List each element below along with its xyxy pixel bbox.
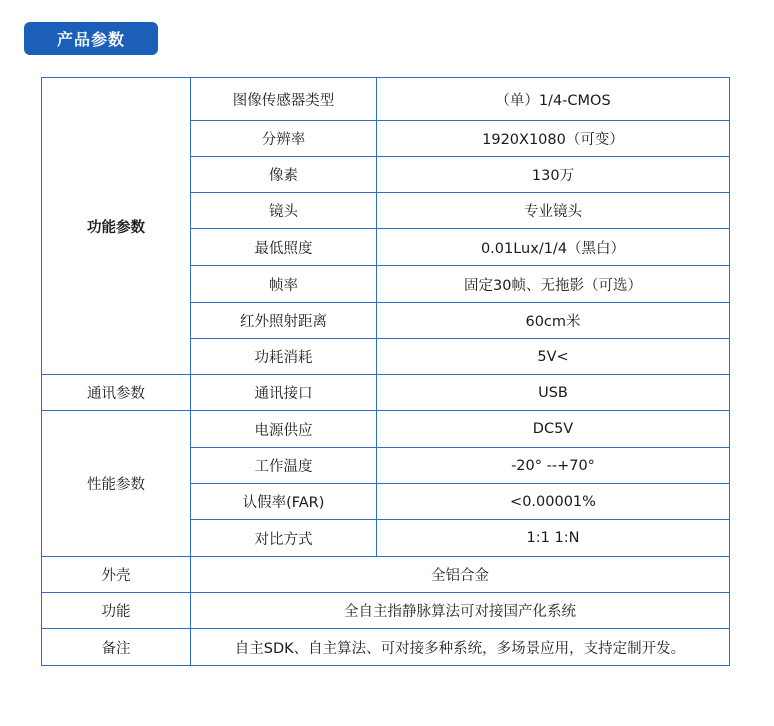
row-label: 图像传感器类型	[191, 78, 377, 121]
row-value: 固定30帧、无拖影（可选）	[377, 266, 730, 303]
row-value: 0.01Lux/1/4（黑白）	[377, 229, 730, 266]
group-label-shell: 外壳	[42, 557, 191, 593]
row-value: DC5V	[377, 411, 730, 448]
row-value: 130万	[377, 157, 730, 193]
group-label-remark: 备注	[42, 629, 191, 666]
remark-value: 自主SDK、自主算法、可对接多种系统，多场景应用，支持定制开发。	[191, 629, 730, 666]
table-row	[42, 375, 730, 411]
section-title: 产品参数	[56, 30, 125, 49]
row-label: 分辨率	[191, 121, 377, 157]
row-label: 镜头	[191, 193, 377, 229]
group-label-function: 功能参数	[42, 78, 191, 375]
row-label: 通讯接口	[191, 375, 377, 411]
row-value: -20° --+70°	[377, 448, 730, 484]
row-label: 认假率(FAR)	[191, 484, 377, 520]
row-label: 电源供应	[191, 411, 377, 448]
row-label: 功耗消耗	[191, 339, 377, 375]
row-value: 1920X1080（可变）	[377, 121, 730, 157]
row-label: 对比方式	[191, 520, 377, 557]
table-row	[42, 557, 730, 593]
row-label: 红外照射距离	[191, 303, 377, 339]
group-label-performance: 性能参数	[42, 411, 191, 557]
row-label: 像素	[191, 157, 377, 193]
row-value: 1:1 1:N	[377, 520, 730, 557]
row-value: （单）1/4-CMOS	[377, 78, 730, 121]
table-row	[42, 78, 730, 121]
row-label: 帧率	[191, 266, 377, 303]
row-value: USB	[377, 375, 730, 411]
table-row	[42, 411, 730, 448]
row-value: 60cm米	[377, 303, 730, 339]
spec-table	[41, 77, 730, 666]
row-label: 工作温度	[191, 448, 377, 484]
group-label-feature: 功能	[42, 593, 191, 629]
feature-value: 全自主指静脉算法可对接国产化系统	[191, 593, 730, 629]
section-title-tab	[24, 22, 158, 55]
table-row	[42, 629, 730, 666]
row-label: 最低照度	[191, 229, 377, 266]
table-row	[42, 593, 730, 629]
row-value: 专业镜头	[377, 193, 730, 229]
group-label-comm: 通讯参数	[42, 375, 191, 411]
shell-value: 全铝合金	[191, 557, 730, 593]
row-value: 5V<	[377, 339, 730, 375]
row-value: <0.00001%	[377, 484, 730, 520]
